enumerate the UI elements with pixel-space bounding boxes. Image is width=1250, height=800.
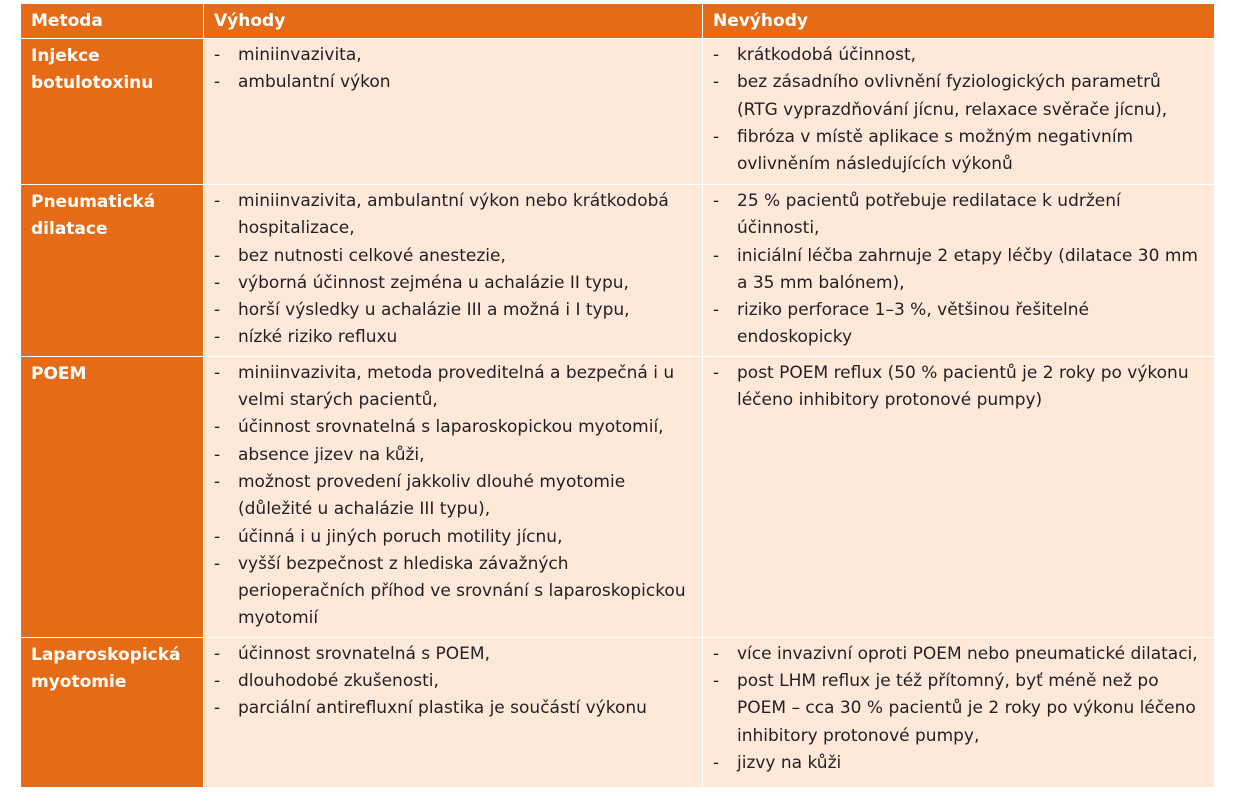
list-item: - miniinvazivita, ambulantní výkon nebo krátkodobá hospitalizace,	[214, 188, 694, 243]
cons-list	[713, 188, 1206, 352]
table-row	[21, 637, 1215, 787]
method-name-line: botulotoxinu	[31, 73, 154, 93]
list-item: - účinná i u jiných poruch motility jícnu,	[214, 524, 694, 551]
table-row	[21, 356, 1215, 637]
list-item: - post POEM reflux (50 % pacientů je 2 roky po výkonu léčeno inhibitory protonové pumpy)	[713, 360, 1206, 415]
method-name-line: Laparoskopická	[31, 644, 181, 665]
list-item: - parciální antirefluxní plastika je součástí výkonu	[214, 695, 694, 722]
pros-list	[214, 360, 694, 633]
cons-list	[713, 360, 1206, 415]
method-name-line: Injekce	[31, 46, 100, 66]
list-item: - miniinvazivita, metoda proveditelná a bezpečná i u velmi starých pacientů,	[214, 360, 694, 415]
list-item: - iniciální léčba zahrnuje 2 etapy léčby (dilatace 30 mm a 35 mm balónem),	[713, 243, 1206, 298]
list-item: - bez nutnosti celkové anestezie,	[214, 243, 694, 270]
method-name-line: POEM	[31, 363, 87, 384]
list-item: - více invazivní oproti POEM nebo pneumatické dilataci,	[713, 641, 1206, 668]
pros-list	[214, 42, 694, 97]
list-item: - vyšší bezpečnost z hlediska závažných perioperačních příhod ve srovnání s laparoskopickou myotomií	[214, 551, 694, 633]
list-item: - miniinvazivita,	[214, 42, 694, 69]
method-cell	[21, 637, 204, 787]
pros-list	[214, 641, 694, 723]
list-item: - krátkodobá účinnost,	[713, 42, 1206, 69]
header-cons: Nevýhody	[703, 4, 1215, 39]
pros-cell	[204, 356, 703, 637]
pros-cell	[204, 637, 703, 787]
list-item: - účinnost srovnatelná s POEM,	[214, 641, 694, 668]
list-item: - horší výsledky u achalázie III a možná i I typu,	[214, 297, 694, 324]
list-item: - účinnost srovnatelná s laparoskopickou myotomií,	[214, 414, 694, 441]
list-item: - 25 % pacientů potřebuje redilatace k udržení účinnosti,	[713, 188, 1206, 243]
cons-cell	[703, 637, 1215, 787]
list-item: - dlouhodobé zkušenosti,	[214, 668, 694, 695]
list-item: - absence jizev na kůži,	[214, 442, 694, 469]
list-item: - riziko perforace 1–3 %, většinou řešitelné endoskopicky	[713, 297, 1206, 352]
cons-list	[713, 42, 1206, 178]
list-item: - nízké riziko refluxu	[214, 324, 694, 351]
list-item: - výborná účinnost zejména u achalázie II typu,	[214, 270, 694, 297]
table-row	[21, 39, 1215, 185]
cons-cell	[703, 356, 1215, 637]
list-item: - jizvy na kůži	[713, 750, 1206, 777]
method-name-line: myotomie	[31, 671, 127, 692]
header-row	[21, 4, 1215, 39]
pros-cell	[204, 185, 703, 357]
method-cell	[21, 356, 204, 637]
pros-list	[214, 188, 694, 352]
list-item: - fibróza v místě aplikace s možným negativním ovlivněním následujících výkonů	[713, 124, 1206, 179]
list-item: - možnost provedení jakkoliv dlouhé myotomie (důležité u achalázie III typu),	[214, 469, 694, 524]
comparison-table	[20, 3, 1215, 788]
list-item: - bez zásadního ovlivnění fyziologických parametrů (RTG vyprazdňování jícnu, relaxace svěrače jícnu),	[713, 69, 1206, 124]
method-name-line: Pneumatická	[31, 192, 156, 212]
method-name-line: dilatace	[31, 219, 108, 239]
method-cell	[21, 185, 204, 357]
cons-list	[713, 641, 1206, 777]
header-pros: Výhody	[204, 4, 703, 39]
list-item: - post LHM reflux je též přítomný, byť méně než po POEM – cca 30 % pacientů je 2 roky po výkonu léčeno inhibitory protonové pumpy,	[713, 668, 1206, 750]
cons-cell	[703, 185, 1215, 357]
method-cell	[21, 39, 204, 185]
list-item: - ambulantní výkon	[214, 69, 694, 96]
table-row	[21, 185, 1215, 357]
header-method: Metoda	[21, 4, 204, 39]
cons-cell	[703, 39, 1215, 185]
pros-cell	[204, 39, 703, 185]
